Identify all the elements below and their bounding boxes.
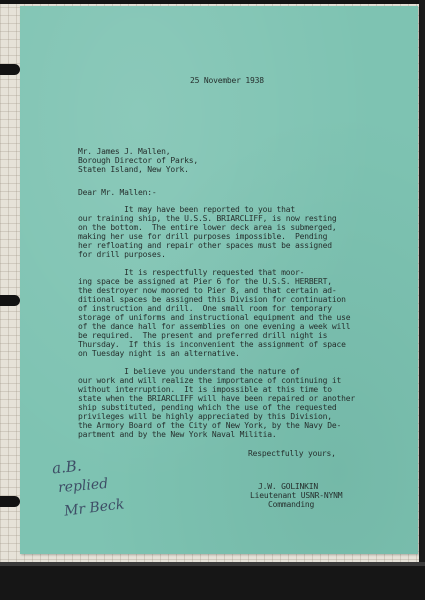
paragraph-line: our training ship, the U.S.S. BRIARCLIFF, is now resting — [78, 214, 337, 223]
scan-border-top — [0, 0, 425, 4]
signature-title: Lieutenant USNR-NYNM — [250, 491, 343, 500]
paragraph-line: ing space be assigned at Pier 6 for the U.S.S. HERBERT, — [78, 277, 332, 286]
paragraph-line: making her use for drill purposes impossible. Pending — [78, 232, 328, 241]
paragraph-line: the destroyer now moored to Pier 8, and that certain ad- — [78, 286, 337, 295]
paragraph-line: of instruction and drill. One small room for temporary — [78, 304, 332, 313]
paragraph-line: storage of uniforms and instructional equipment and the use — [78, 313, 351, 322]
paragraph-line: her refloating and repair other spaces must be assigned — [78, 241, 332, 250]
paragraph-line: on the bottom. The entire lower deck area is submerged, — [78, 223, 337, 232]
binder-hole-bottom — [0, 496, 20, 507]
paragraph-line: partment and by the New York Naval Militia. — [78, 430, 277, 439]
signature-role: Commanding — [268, 500, 315, 509]
handwritten-name-note: Mr Beck — [63, 496, 126, 520]
scan-border-bottom — [0, 562, 425, 600]
signature-name: J.W. GOLINKIN — [258, 482, 319, 491]
paragraph-line: I believe you understand the nature of — [78, 367, 300, 376]
paragraph-line: be required. The present and preferred drill night is — [78, 331, 328, 340]
handwritten-replied-note: replied — [57, 475, 109, 497]
paragraph-line: state when the BRIARCLIFF will have been repaired or another — [78, 394, 355, 403]
paragraph-line: of the dance hall for assemblies on one evening a week will — [78, 322, 351, 331]
address-line-1: Mr. James J. Mallen, — [78, 147, 171, 156]
paragraph-line: ditional spaces be assigned this Division for continuation — [78, 295, 346, 304]
letter-page — [20, 6, 418, 554]
handwritten-initials: a.B. — [51, 456, 83, 478]
paragraph-line: on Tuesday night is an alternative. — [78, 349, 240, 358]
paragraph-line: our work and will realize the importance of continuing it — [78, 376, 342, 385]
letter-date: 25 November 1938 — [190, 76, 264, 85]
closing: Respectfully yours, — [248, 449, 336, 458]
paragraph-line: ship substituted, pending which the use of the requested — [78, 403, 337, 412]
binder-hole-top — [0, 64, 20, 75]
salutation: Dear Mr. Mallen:- — [78, 188, 157, 197]
paragraph-line: It is respectfully requested that moor- — [78, 268, 305, 277]
scan-border-right — [419, 0, 425, 600]
paragraph-line: Thursday. If this is inconvenient the assignment of space — [78, 340, 346, 349]
paragraph-line: for drill purposes. — [78, 250, 166, 259]
address-line-3: Staten Island, New York. — [78, 165, 189, 174]
paragraph-line: privileges will be highly appreciated by this Division, — [78, 412, 332, 421]
paragraph-line: It may have been reported to you that — [78, 205, 295, 214]
binder-hole-middle — [0, 295, 20, 306]
address-line-2: Borough Director of Parks, — [78, 156, 199, 165]
paragraph-line: without interruption. It is impossible at this time to — [78, 385, 332, 394]
paragraph-line: the Armory Board of the City of New York, by the Navy De- — [78, 421, 342, 430]
